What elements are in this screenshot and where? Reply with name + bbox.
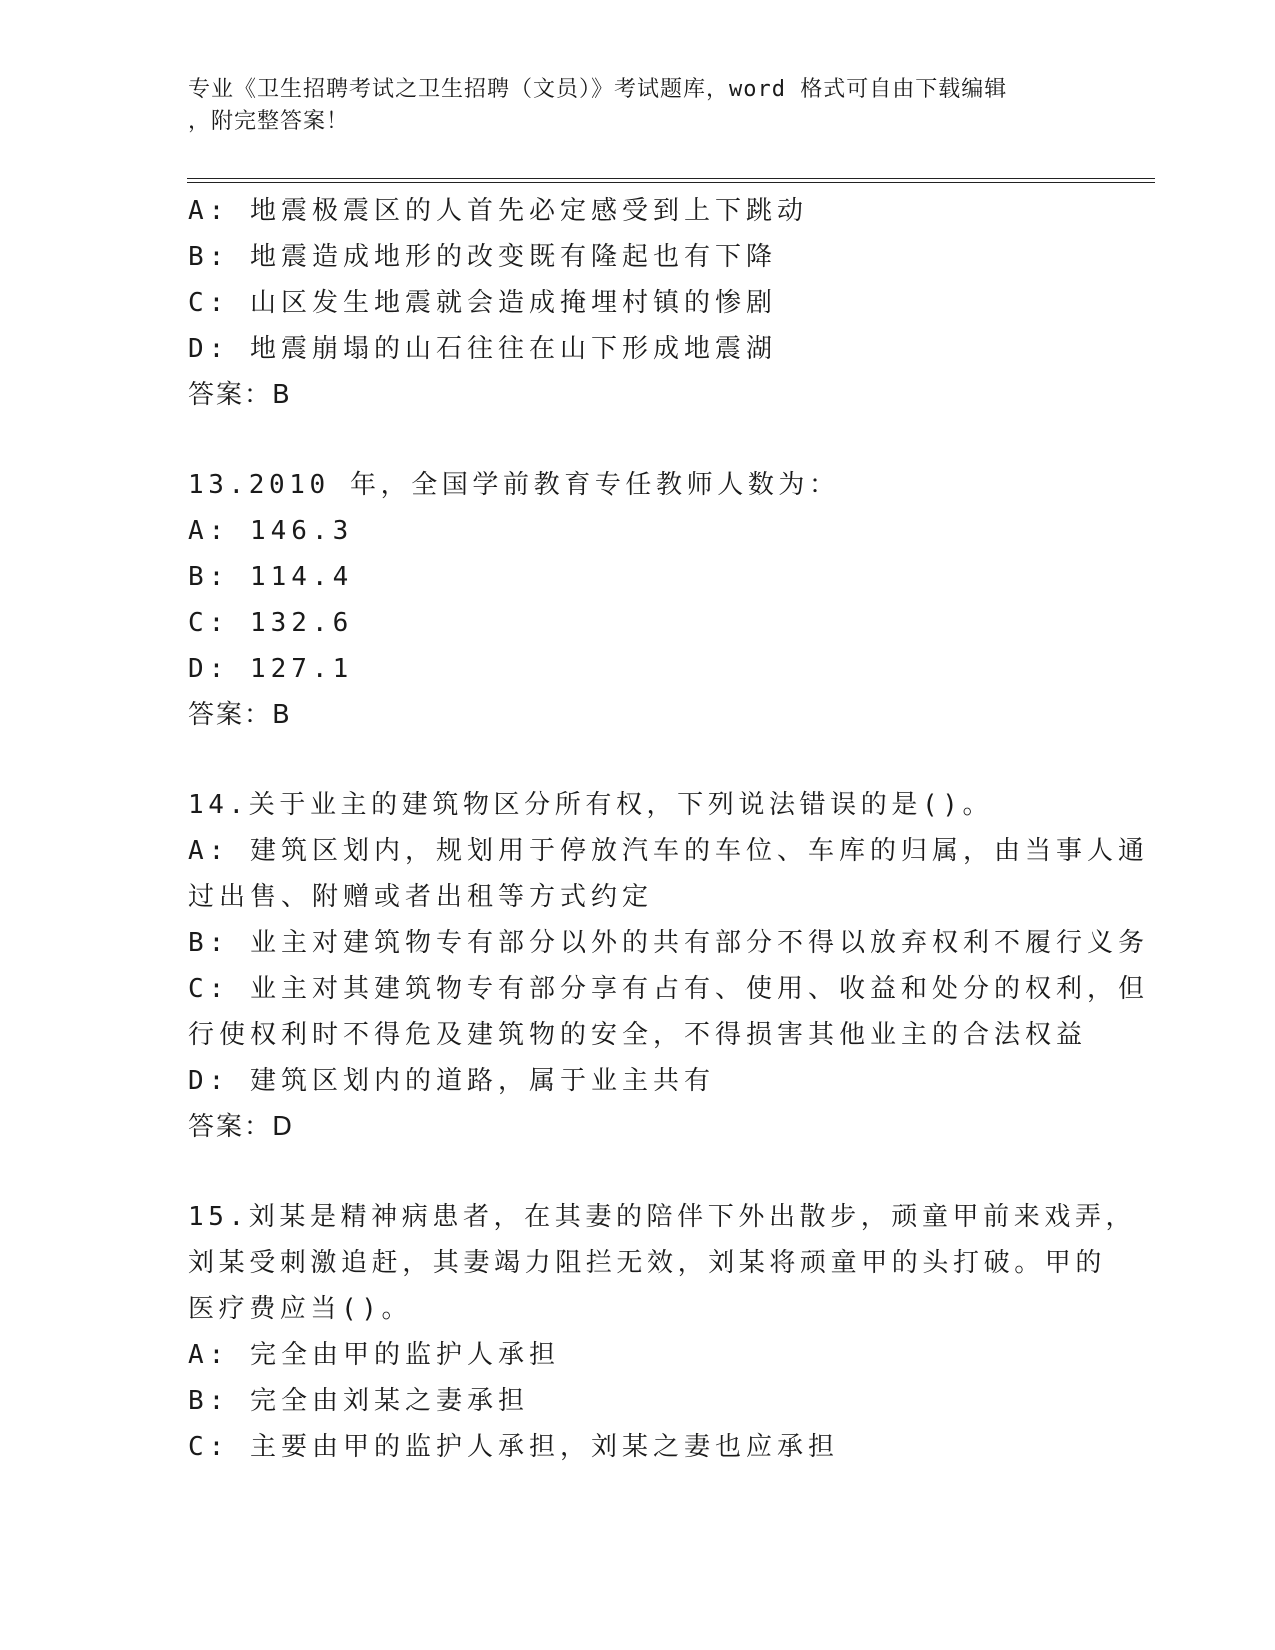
document-header: [188, 74, 1068, 138]
spacer: [188, 1150, 1088, 1194]
q15-option-a: A: 完全由甲的监护人承担: [188, 1340, 560, 1370]
question-list: [188, 188, 1149, 1470]
q14-option-a-line-1: A: 建筑区划内，规划用于停放汽车的车位、车库的归属，由当事人通: [188, 836, 1149, 866]
q14-option-c-line-1: C: 业主对其建筑物专有部分享有占有、使用、收益和处分的权利，但: [188, 974, 1149, 1004]
q14-option-a-line-2: 过出售、附赠或者出租等方式约定: [188, 882, 654, 912]
q14-option-d: D: 建筑区划内的道路，属于业主共有: [188, 1066, 715, 1096]
q12-option-d: D: 地震崩塌的山石往往在山下形成地震湖: [188, 334, 777, 364]
q13-option-d: D: 127.1: [188, 654, 354, 684]
q15-question-line-1: 15.刘某是精神病患者，在其妻的陪伴下外出散步，顽童甲前来戏弄，: [188, 1202, 1137, 1232]
header-divider-bottom: [187, 182, 1155, 183]
question-13: [188, 462, 1088, 738]
q12-option-a: A: 地震极震区的人首先必定感受到上下跳动: [188, 196, 808, 226]
q13-option-a: A: 146.3: [188, 516, 354, 546]
header-intro-line-2: ，附完整答案！: [188, 109, 350, 134]
q13-answer: 答案：B: [188, 700, 292, 730]
header-divider-top: [187, 178, 1155, 179]
q12-option-b: B: 地震造成地形的改变既有隆起也有下降: [188, 242, 777, 272]
question-12: [188, 188, 1088, 418]
q14-answer: 答案：D: [188, 1112, 295, 1142]
spacer: [188, 418, 1088, 462]
q15-option-c: C: 主要由甲的监护人承担，刘某之妻也应承担: [188, 1432, 839, 1462]
question-15: [188, 1194, 1137, 1470]
q12-option-c: C: 山区发生地震就会造成掩埋村镇的惨剧: [188, 288, 777, 318]
q14-question: 14.关于业主的建筑物区分所有权，下列说法错误的是()。: [188, 790, 994, 820]
question-14: [188, 782, 1149, 1150]
q13-option-b: B: 114.4: [188, 562, 354, 592]
q13-question: 13.2010 年，全国学前教育专任教师人数为：: [188, 470, 840, 500]
q15-option-b: B: 完全由刘某之妻承担: [188, 1386, 529, 1416]
q13-option-c: C: 132.6: [188, 608, 354, 638]
spacer: [188, 738, 1088, 782]
q15-question-line-3: 医疗费应当()。: [188, 1294, 413, 1324]
header-intro-line-1: 专业《卫生招聘考试之卫生招聘（文员）》考试题库，word 格式可自由下载编辑: [188, 77, 1008, 102]
q14-option-b: B: 业主对建筑物专有部分以外的共有部分不得以放弃权利不履行义务: [188, 928, 1149, 958]
q15-question-line-2: 刘某受刺激追赶，其妻竭力阻拦无效，刘某将顽童甲的头打破。甲的: [188, 1248, 1107, 1278]
q12-answer: 答案：B: [188, 380, 292, 410]
q14-option-c-line-2: 行使权利时不得危及建筑物的安全，不得损害其他业主的合法权益: [188, 1020, 1088, 1050]
